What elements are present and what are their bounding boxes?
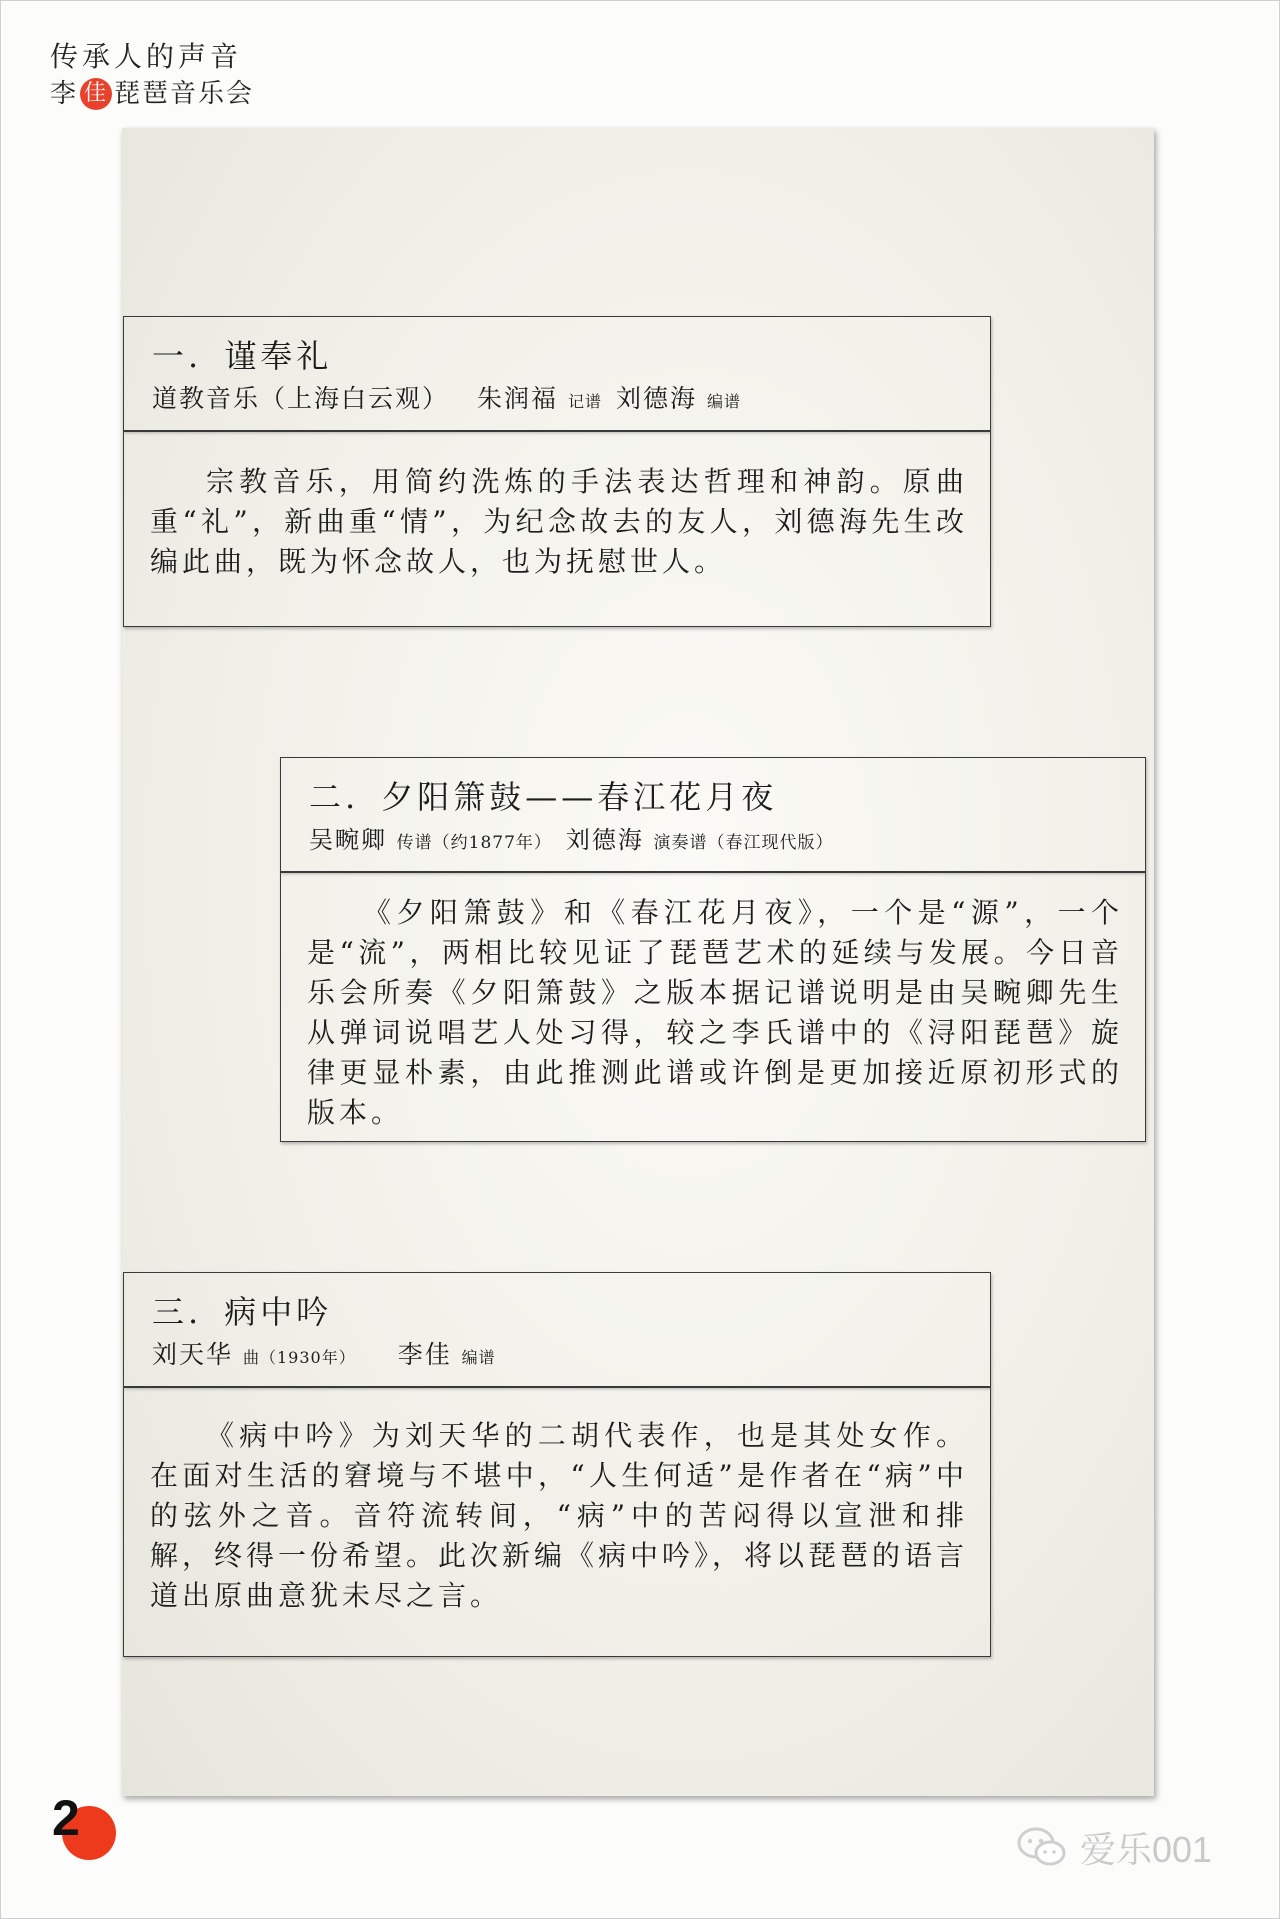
piece-3-title <box>152 1287 332 1333</box>
piece-2-description: 《夕阳箫鼓》和《春江花月夜》，一个是“源”，一个是“流”，两相比较见证了琵琶艺术的延续与发展。今日音乐会所奏《夕阳箫鼓》之版本据记谱说明是由吴畹卿先生从弹词说唱艺人处习得，较之李氏谱中的《浔阳琵琶》旋律更显朴素，由此推测此谱或许倒是更加接近原初形式的版本。 <box>307 896 1123 1129</box>
piece-3-credits <box>152 1335 510 1371</box>
piece-number: 二. <box>309 778 360 816</box>
page-number: 2 <box>52 1790 80 1846</box>
concert-brand <box>50 40 254 114</box>
credit-person: 吴畹卿 <box>309 826 387 854</box>
piece-1-description-box <box>123 431 991 627</box>
piece-3-header <box>123 1272 991 1387</box>
credit-person: 刘德海 <box>616 384 698 413</box>
piece-number: 一. <box>152 337 203 375</box>
credit-role: 演奏谱（春江现代版） <box>653 833 834 853</box>
piece-3-description-box <box>123 1387 991 1657</box>
piece-title-text: 夕阳箫鼓——春江花月夜 <box>381 778 778 816</box>
brand-name-pre: 李 <box>50 79 79 109</box>
credit-role: 编谱 <box>461 1348 496 1367</box>
credit-person: 刘德海 <box>565 826 644 854</box>
piece-2-credits <box>309 820 848 855</box>
credit-role: 记谱 <box>567 392 602 411</box>
piece-title-text: 谨奉礼 <box>224 337 333 375</box>
page-number-badge <box>52 1790 122 1860</box>
piece-2-description-box <box>280 872 1146 1142</box>
credit-role: 传谱（约1877年） <box>396 833 552 853</box>
piece-1-header <box>123 316 991 431</box>
credit-person: 刘天华 <box>152 1340 234 1369</box>
brand-concert-title <box>50 74 254 114</box>
piece-3-description: 《病中吟》为刘天华的二胡代表作，也是其处女作。在面对生活的窘境与不堪中，“人生何适”是作者在“病”中的弦外之音。音符流转间，“病”中的苦闷得以宣泄和排解，终得一份希望。此次新编《病中吟》，将以琵琶的语言道出原曲意犹未尽之言。 <box>150 1419 969 1612</box>
piece-1-title <box>152 331 332 377</box>
piece-2-title <box>309 772 777 818</box>
credit-person: 朱润福 <box>477 384 559 413</box>
brand-tagline: 传承人的声音 <box>50 40 243 73</box>
piece-1-credits <box>152 379 755 415</box>
credit-source: 道教音乐（上海白云观） <box>152 384 450 413</box>
credit-role: 编谱 <box>706 392 741 411</box>
brand-name-post: 琵琶音乐会 <box>114 79 255 109</box>
watermark-text: 爱乐001 <box>1080 1829 1213 1870</box>
piece-number: 三. <box>152 1293 203 1331</box>
credit-person: 李佳 <box>397 1340 452 1369</box>
piece-2-header <box>280 757 1146 872</box>
piece-1-description: 宗教音乐，用简约洗炼的手法表达哲理和神韵。原曲重“礼”，新曲重“情”，为纪念故去的友人，刘德海先生改编此曲，既为怀念故人，也为抚慰世人。 <box>150 465 968 578</box>
credit-role: 曲（1930年） <box>242 1348 356 1367</box>
seal-icon: 佳 <box>80 78 112 110</box>
wechat-watermark <box>1016 1822 1212 1873</box>
piece-title-text: 病中吟 <box>224 1293 333 1331</box>
wechat-icon <box>1016 1826 1068 1870</box>
